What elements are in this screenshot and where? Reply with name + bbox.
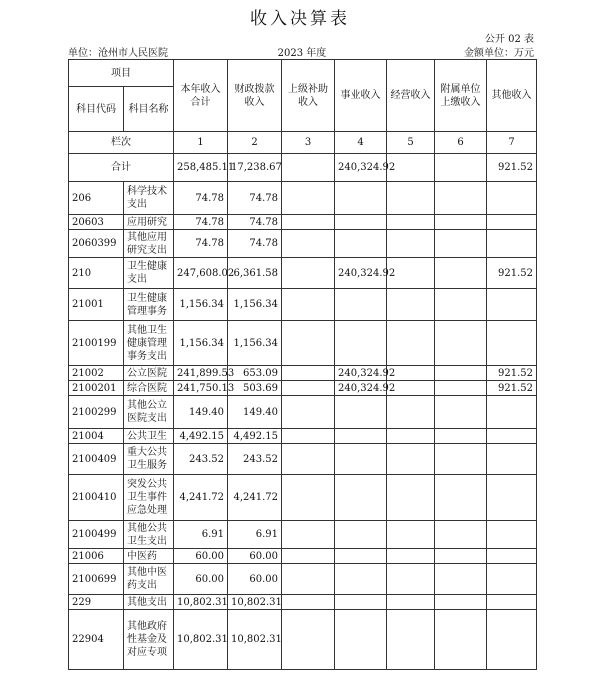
row-c5: [387, 429, 435, 444]
row-c7: [487, 610, 537, 670]
row-code: 2100410: [69, 475, 124, 521]
row-c4: [335, 521, 387, 549]
table-row: [69, 381, 537, 396]
row-c1: 1,156.34: [174, 289, 228, 321]
row-c4: [335, 396, 387, 429]
row-c6: [435, 549, 487, 564]
col-number: 1: [174, 132, 228, 154]
row-c3: [282, 289, 335, 321]
row-c5: [387, 564, 435, 595]
row-c4: [335, 230, 387, 258]
row-c3: [282, 521, 335, 549]
table-row: [69, 396, 537, 429]
row-code: 22904: [69, 610, 124, 670]
table-row: [69, 429, 537, 444]
row-name: 科学技术支出: [124, 182, 174, 215]
row-c4: [335, 444, 387, 475]
row-c3: [282, 396, 335, 429]
row-c4: [335, 429, 387, 444]
row-c7: [487, 289, 537, 321]
row-c1: 241,750.13: [174, 381, 228, 396]
row-c5: [387, 475, 435, 521]
row-code: 2100201: [69, 381, 124, 396]
row-c6: [435, 521, 487, 549]
row-c5: [387, 610, 435, 670]
row-name: 突发公共卫生事件应急处理: [124, 475, 174, 521]
row-c3: [282, 230, 335, 258]
row-c7: [487, 182, 537, 215]
row-name: 其他公共卫生支出: [124, 521, 174, 549]
row-c1: 247,608.02: [174, 258, 228, 289]
row-c6: [435, 230, 487, 258]
col-number: 7: [487, 132, 537, 154]
row-c7: 921.52: [487, 381, 537, 396]
row-c7: [487, 549, 537, 564]
row-code: 2100699: [69, 564, 124, 595]
row-c7: [487, 321, 537, 366]
row-c3: [282, 444, 335, 475]
row-c1: 241,899.53: [174, 366, 228, 381]
row-c2: 4,492.15: [228, 429, 282, 444]
row-c5: [387, 321, 435, 366]
row-c5: [387, 444, 435, 475]
row-c4: [335, 182, 387, 215]
total-c1: 258,485.11: [174, 154, 228, 182]
total-row: [69, 154, 537, 182]
col-number: 4: [335, 132, 387, 154]
row-c1: 149.40: [174, 396, 228, 429]
row-c6: [435, 289, 487, 321]
table-row: [69, 321, 537, 366]
row-c6: [435, 381, 487, 396]
row-name: 公立医院: [124, 366, 174, 381]
page-title: 收入决算表: [250, 9, 350, 29]
row-c2: 60.00: [228, 564, 282, 595]
header-code: 科目代码: [69, 87, 124, 132]
row-name: 综合医院: [124, 381, 174, 396]
row-c3: [282, 564, 335, 595]
table-row: [69, 595, 537, 610]
row-c1: 1,156.34: [174, 321, 228, 366]
row-name: 其他中医药支出: [124, 564, 174, 595]
table-row: [69, 610, 537, 670]
row-code: 229: [69, 595, 124, 610]
header-col7: 其他收入: [487, 60, 537, 132]
row-c1: 243.52: [174, 444, 228, 475]
row-c3: [282, 429, 335, 444]
row-c5: [387, 595, 435, 610]
header-col3: 上级补助收入: [282, 60, 335, 132]
row-c4: 240,324.92: [335, 258, 387, 289]
row-c2: 6,361.58: [228, 258, 282, 289]
row-c4: [335, 610, 387, 670]
col-number: 2: [228, 132, 282, 154]
total-c6: [435, 154, 487, 182]
table-row: [69, 475, 537, 521]
row-c6: [435, 396, 487, 429]
row-c6: [435, 366, 487, 381]
row-c1: 4,241.72: [174, 475, 228, 521]
header-item: 项目: [69, 60, 174, 87]
row-c5: [387, 182, 435, 215]
report-year: 2023 年度: [277, 48, 327, 59]
row-c2: 60.00: [228, 549, 282, 564]
row-c7: [487, 564, 537, 595]
table-row: [69, 182, 537, 215]
row-c7: [487, 396, 537, 429]
row-c6: [435, 475, 487, 521]
header-name: 科目名称: [124, 87, 174, 132]
table-row: [69, 366, 537, 381]
row-c5: [387, 396, 435, 429]
row-c4: [335, 321, 387, 366]
row-c7: 921.52: [487, 258, 537, 289]
row-c4: [335, 289, 387, 321]
row-name: 公共卫生: [124, 429, 174, 444]
row-c3: [282, 366, 335, 381]
row-name: 其他支出: [124, 595, 174, 610]
row-c6: [435, 444, 487, 475]
row-code: 21006: [69, 549, 124, 564]
row-c4: [335, 549, 387, 564]
row-c3: [282, 321, 335, 366]
row-name: 中医药: [124, 549, 174, 564]
row-c2: 1,156.34: [228, 289, 282, 321]
row-name: 卫生健康管理事务: [124, 289, 174, 321]
row-c2: 10,802.31: [228, 595, 282, 610]
row-c1: 10,802.31: [174, 595, 228, 610]
header-col4: 事业收入: [335, 60, 387, 132]
row-c4: 240,324.92: [335, 366, 387, 381]
row-c2: 74.78: [228, 230, 282, 258]
row-code: 206: [69, 182, 124, 215]
row-code: 2060399: [69, 230, 124, 258]
row-c7: 921.52: [487, 366, 537, 381]
row-c7: [487, 429, 537, 444]
table-row: [69, 289, 537, 321]
row-c2: 10,802.31: [228, 610, 282, 670]
header-col5: 经营收入: [387, 60, 435, 132]
row-c3: [282, 475, 335, 521]
row-c6: [435, 182, 487, 215]
row-c4: [335, 595, 387, 610]
row-c5: [387, 521, 435, 549]
table-row: [69, 258, 537, 289]
total-c4: 240,324.92: [335, 154, 387, 182]
row-c7: [487, 215, 537, 230]
row-c5: [387, 289, 435, 321]
row-c2: 149.40: [228, 396, 282, 429]
row-name: 卫生健康支出: [124, 258, 174, 289]
table-row: [69, 230, 537, 258]
row-c1: 10,802.31: [174, 610, 228, 670]
row-code: 21001: [69, 289, 124, 321]
row-code: 2100499: [69, 521, 124, 549]
row-c1: 74.78: [174, 230, 228, 258]
header-col2: 财政拨款收入: [228, 60, 282, 132]
row-c2: 653.09: [228, 366, 282, 381]
row-code: 2100299: [69, 396, 124, 429]
report-meta: [68, 44, 536, 58]
row-c4: [335, 215, 387, 230]
row-c7: [487, 475, 537, 521]
unit-label: 单位：沧州市人民医院: [68, 48, 168, 59]
row-c3: [282, 182, 335, 215]
row-c1: 74.78: [174, 182, 228, 215]
row-c6: [435, 215, 487, 230]
row-c1: 74.78: [174, 215, 228, 230]
row-c1: 60.00: [174, 549, 228, 564]
row-c2: 243.52: [228, 444, 282, 475]
row-code: 210: [69, 258, 124, 289]
col-number: 5: [387, 132, 435, 154]
row-c4: 240,324.92: [335, 381, 387, 396]
table-row: [69, 215, 537, 230]
table-row: [69, 444, 537, 475]
form-number: 公开 02 表: [484, 34, 534, 45]
row-c3: [282, 549, 335, 564]
row-c6: [435, 610, 487, 670]
row-code: 2100409: [69, 444, 124, 475]
row-c5: [387, 549, 435, 564]
row-c1: 4,492.15: [174, 429, 228, 444]
row-name: 其他公立医院支出: [124, 396, 174, 429]
row-code: 21004: [69, 429, 124, 444]
row-c2: 74.78: [228, 182, 282, 215]
row-code: 20603: [69, 215, 124, 230]
row-c3: [282, 610, 335, 670]
table-row: [69, 521, 537, 549]
row-c6: [435, 258, 487, 289]
total-label: 合计: [69, 154, 174, 182]
row-c7: [487, 444, 537, 475]
row-c5: [387, 230, 435, 258]
row-c2: 4,241.72: [228, 475, 282, 521]
header-row-label: 栏次: [69, 132, 174, 154]
row-c2: 6.91: [228, 521, 282, 549]
row-c3: [282, 215, 335, 230]
row-c6: [435, 564, 487, 595]
row-c7: [487, 521, 537, 549]
row-c3: [282, 381, 335, 396]
total-c3: [282, 154, 335, 182]
row-c2: 1,156.34: [228, 321, 282, 366]
row-c6: [435, 321, 487, 366]
currency-label: 金额单位：万元: [464, 48, 534, 59]
row-code: 21002: [69, 366, 124, 381]
row-name: 其他卫生健康管理事务支出: [124, 321, 174, 366]
row-c6: [435, 595, 487, 610]
table-row: [69, 564, 537, 595]
header-col1: 本年收入合计: [174, 60, 228, 132]
row-name: 重大公共卫生服务: [124, 444, 174, 475]
row-c7: [487, 230, 537, 258]
row-c2: 74.78: [228, 215, 282, 230]
row-c3: [282, 595, 335, 610]
col-number: 6: [435, 132, 487, 154]
row-name: 其他政府性基金及对应专项: [124, 610, 174, 670]
header-col6: 附属单位上缴收入: [435, 60, 487, 132]
income-table: [68, 59, 537, 670]
table-row: [69, 549, 537, 564]
row-c7: [487, 595, 537, 610]
row-c6: [435, 429, 487, 444]
row-c3: [282, 258, 335, 289]
total-c2: 17,238.67: [228, 154, 282, 182]
row-code: 2100199: [69, 321, 124, 366]
row-c1: 60.00: [174, 564, 228, 595]
row-name: 其他应用研究支出: [124, 230, 174, 258]
col-number: 3: [282, 132, 335, 154]
row-c4: [335, 564, 387, 595]
row-c4: [335, 475, 387, 521]
row-c1: 6.91: [174, 521, 228, 549]
row-name: 应用研究: [124, 215, 174, 230]
total-c7: 921.52: [487, 154, 537, 182]
row-c5: [387, 215, 435, 230]
row-c2: 503.69: [228, 381, 282, 396]
